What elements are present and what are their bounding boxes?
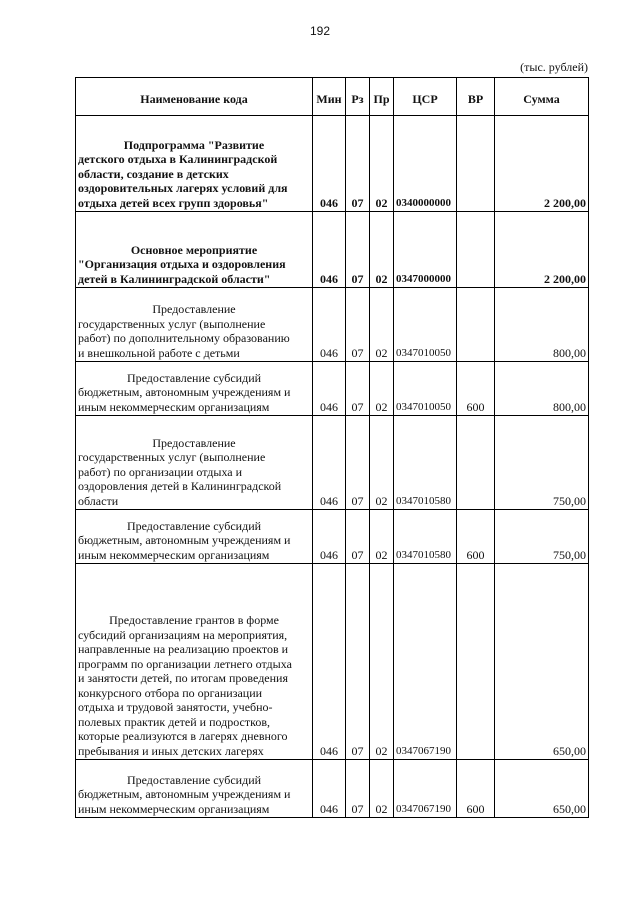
row-vr-cell bbox=[457, 416, 495, 510]
row-name-cell bbox=[76, 362, 313, 416]
row-name-line: Предоставление субсидий bbox=[126, 772, 262, 787]
row-name-cell bbox=[76, 510, 313, 564]
page-number: 192 bbox=[309, 24, 331, 38]
header-pr: Пр bbox=[370, 78, 394, 116]
row-sum-cell: 800,00 bbox=[495, 362, 589, 416]
row-name-line: области bbox=[78, 493, 119, 508]
row-min-cell: 046 bbox=[313, 564, 346, 760]
row-rz-cell: 07 bbox=[346, 212, 370, 288]
row-vr-cell bbox=[457, 564, 495, 760]
row-name-line: бюджетным, автономным учреждениям и bbox=[78, 385, 291, 399]
row-name-line: Предоставление субсидий bbox=[126, 518, 262, 533]
row-sum-cell: 650,00 bbox=[495, 760, 589, 818]
row-vr-cell: 600 bbox=[457, 362, 495, 416]
row-min-cell: 046 bbox=[313, 116, 346, 212]
row-vr-cell bbox=[457, 116, 495, 212]
header-row bbox=[76, 78, 589, 116]
header-rz: Рз bbox=[346, 78, 370, 116]
row-sum-cell: 650,00 bbox=[495, 564, 589, 760]
row-vr-cell bbox=[457, 212, 495, 288]
row-csr-cell: 0347010580 bbox=[394, 510, 457, 564]
row-name-line: полевых практик детей и подростков, bbox=[78, 714, 271, 729]
row-name-line: оздоровления детей в Калининградской bbox=[78, 479, 282, 493]
row-name-line: конкурсного отбора по организации bbox=[78, 685, 263, 700]
row-name-line: иным некоммерческим организациям bbox=[78, 399, 270, 414]
row-sum-cell: 750,00 bbox=[495, 510, 589, 564]
row-name-line: детей в Калининградской области" bbox=[78, 271, 271, 286]
row-name-line: отдыха и трудовой занятости, учебно- bbox=[78, 700, 273, 714]
row-name-line: Предоставление bbox=[152, 435, 236, 450]
row-name-line: работ) по дополнительному образованию bbox=[78, 331, 290, 345]
row-pr-cell: 02 bbox=[370, 212, 394, 288]
row-min-cell: 046 bbox=[313, 510, 346, 564]
row-vr-cell: 600 bbox=[457, 510, 495, 564]
row-min-cell: 046 bbox=[313, 760, 346, 818]
row-name-line: Основное мероприятие bbox=[130, 242, 258, 257]
table-row bbox=[76, 416, 589, 510]
row-name-line: области, создание в детских bbox=[78, 166, 229, 181]
row-name-line: Подпрограмма "Развитие bbox=[123, 137, 265, 152]
row-name-line: иным некоммерческим организациям bbox=[78, 801, 270, 816]
header-name: Наименование кода bbox=[76, 78, 313, 116]
row-csr-cell: 0347067190 bbox=[394, 760, 457, 818]
row-sum-cell: 800,00 bbox=[495, 288, 589, 362]
row-name-cell bbox=[76, 212, 313, 288]
row-csr-cell: 0347000000 bbox=[394, 212, 457, 288]
header-vr: ВР bbox=[457, 78, 495, 116]
row-name-line: которые реализуются в лагерях дневного bbox=[78, 729, 288, 743]
row-rz-cell: 07 bbox=[346, 416, 370, 510]
row-pr-cell: 02 bbox=[370, 288, 394, 362]
row-name-line: бюджетным, автономным учреждениям и bbox=[78, 533, 291, 547]
row-sum-cell: 2 200,00 bbox=[495, 212, 589, 288]
table-row bbox=[76, 760, 589, 818]
row-csr-cell: 0347010050 bbox=[394, 362, 457, 416]
row-vr-cell: 600 bbox=[457, 760, 495, 818]
row-name-line: отдыха детей всех групп здоровья" bbox=[78, 195, 269, 210]
header-min: Мин bbox=[313, 78, 346, 116]
table-row bbox=[76, 362, 589, 416]
row-name-line: бюджетным, автономным учреждениям и bbox=[78, 787, 291, 801]
table-row bbox=[76, 510, 589, 564]
row-name-line: государственных услуг (выполнение bbox=[78, 450, 266, 464]
row-sum-cell: 2 200,00 bbox=[495, 116, 589, 212]
row-name-cell bbox=[76, 116, 313, 212]
row-pr-cell: 02 bbox=[370, 416, 394, 510]
table-row bbox=[76, 212, 589, 288]
table-row bbox=[76, 288, 589, 362]
row-csr-cell: 0347067190 bbox=[394, 564, 457, 760]
row-name-cell bbox=[76, 564, 313, 760]
row-csr-cell: 0347010050 bbox=[394, 288, 457, 362]
row-name-line: субсидий организациям на мероприятия, bbox=[78, 627, 288, 642]
row-name-line: Предоставление субсидий bbox=[126, 370, 262, 385]
row-name-cell bbox=[76, 416, 313, 510]
header-sum: Сумма bbox=[495, 78, 589, 116]
row-pr-cell: 02 bbox=[370, 362, 394, 416]
row-name-line: "Организация отдыха и оздоровления bbox=[78, 257, 286, 271]
row-rz-cell: 07 bbox=[346, 116, 370, 212]
row-name-line: оздоровительных лагерях условий для bbox=[78, 181, 288, 195]
row-pr-cell: 02 bbox=[370, 760, 394, 818]
row-min-cell: 046 bbox=[313, 362, 346, 416]
row-pr-cell: 02 bbox=[370, 510, 394, 564]
row-vr-cell bbox=[457, 288, 495, 362]
row-name-line: и занятости детей, по итогам проведения bbox=[78, 671, 288, 685]
row-name-line: детского отдыха в Калининградской bbox=[78, 152, 278, 166]
row-name-line: Предоставление грантов в форме bbox=[109, 613, 279, 627]
row-name-line: государственных услуг (выполнение bbox=[78, 316, 266, 331]
row-name-cell bbox=[76, 288, 313, 362]
row-pr-cell: 02 bbox=[370, 116, 394, 212]
table-row bbox=[76, 564, 589, 760]
row-pr-cell: 02 bbox=[370, 564, 394, 760]
row-name-line: Предоставление bbox=[152, 302, 236, 316]
row-name-line: иным некоммерческим организациям bbox=[78, 547, 270, 562]
row-name-line: направленные на реализацию проектов и bbox=[78, 642, 289, 656]
row-rz-cell: 07 bbox=[346, 362, 370, 416]
row-name-line: и внешкольной работе с детьми bbox=[78, 345, 240, 360]
row-name-line: программ по организации летнего отдыха bbox=[78, 656, 292, 671]
row-csr-cell: 0340000000 bbox=[394, 116, 457, 212]
row-name-line: пребывания и иных детских лагерях bbox=[78, 743, 264, 758]
row-rz-cell: 07 bbox=[346, 510, 370, 564]
budget-table bbox=[75, 77, 589, 818]
row-rz-cell: 07 bbox=[346, 564, 370, 760]
row-rz-cell: 07 bbox=[346, 288, 370, 362]
row-min-cell: 046 bbox=[313, 416, 346, 510]
row-min-cell: 046 bbox=[313, 212, 346, 288]
header-csr: ЦСР bbox=[394, 78, 457, 116]
row-name-cell bbox=[76, 760, 313, 818]
units-label: (тыс. рублей) bbox=[520, 60, 588, 74]
row-sum-cell: 750,00 bbox=[495, 416, 589, 510]
row-rz-cell: 07 bbox=[346, 760, 370, 818]
row-name-line: работ) по организации отдыха и bbox=[78, 464, 243, 479]
row-min-cell: 046 bbox=[313, 288, 346, 362]
table-row bbox=[76, 116, 589, 212]
row-csr-cell: 0347010580 bbox=[394, 416, 457, 510]
